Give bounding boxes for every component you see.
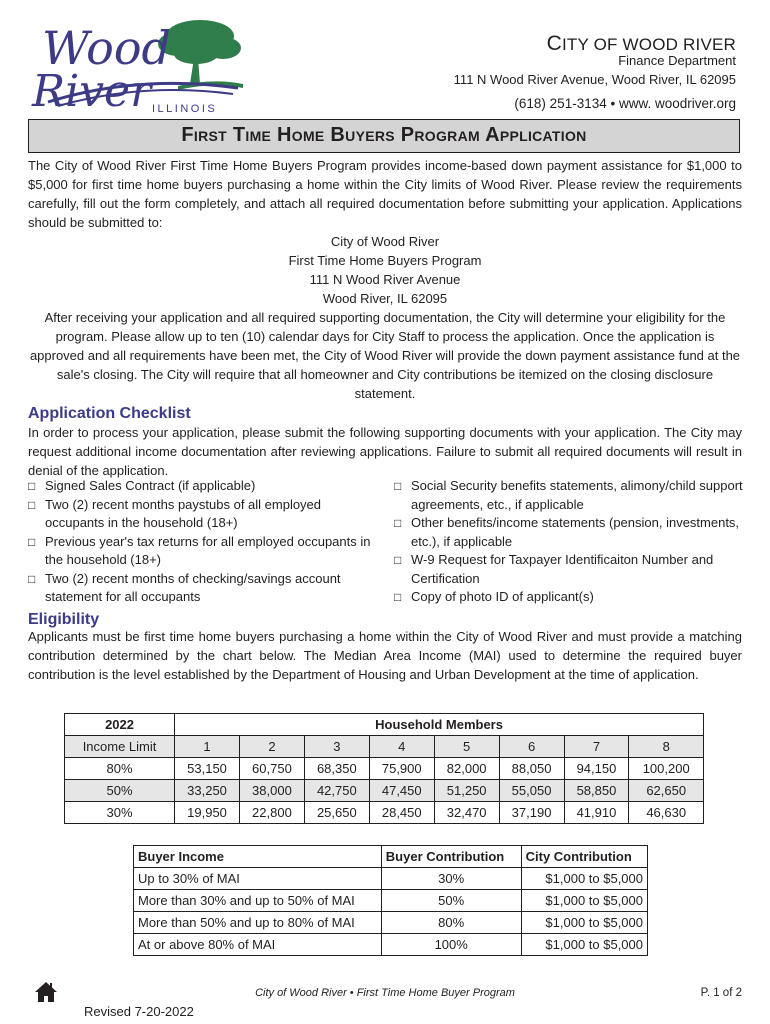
table-cell: 82,000: [434, 758, 499, 780]
checklist-item[interactable]: □ Other benefits/income statements (pension, investments, etc.), if applicable: [394, 514, 744, 551]
income-limit-table: [64, 713, 704, 824]
member-count: 6: [499, 736, 564, 758]
table-cell: 42,750: [304, 780, 369, 802]
table-cell: 41,910: [564, 802, 629, 824]
eligibility-heading: Eligibility: [28, 611, 100, 628]
mail-line: Wood River, IL 62095: [322, 291, 448, 306]
member-count: 4: [369, 736, 434, 758]
table-row: [134, 868, 648, 890]
table-row: [65, 780, 704, 802]
city-name: CITY OF WOOD RIVER: [546, 32, 736, 55]
member-count: 8: [629, 736, 704, 758]
table-cell: 22,800: [239, 802, 304, 824]
mail-line: First Time Home Buyers Program: [288, 253, 482, 268]
table-cell: 51,250: [434, 780, 499, 802]
mail-line: City of Wood River: [330, 234, 440, 249]
table-cell: 75,900: [369, 758, 434, 780]
row-label: 30%: [65, 802, 175, 824]
table-cell: 46,630: [629, 802, 704, 824]
checklist-right: [394, 477, 744, 607]
buyer-income-header: Buyer Income: [134, 846, 382, 868]
mail-line: 111 N Wood River Avenue: [309, 272, 461, 287]
checklist-item[interactable]: □ Copy of photo ID of applicant(s): [394, 588, 744, 607]
table-cell: 30%: [381, 868, 521, 890]
table-cell: 37,190: [499, 802, 564, 824]
buyer-contribution-header: Buyer Contribution: [381, 846, 521, 868]
row-label: 80%: [65, 758, 175, 780]
table-cell: 50%: [381, 890, 521, 912]
table-cell: 47,450: [369, 780, 434, 802]
revised-date: Revised 7-20-2022: [84, 1004, 194, 1019]
table-cell: $1,000 to $5,000: [521, 868, 647, 890]
table-cell: $1,000 to $5,000: [521, 934, 647, 956]
table-cell: 53,150: [175, 758, 240, 780]
year-header: 2022: [65, 714, 175, 736]
department: Finance Department: [618, 53, 736, 68]
page-number: P. 1 of 2: [700, 987, 742, 999]
table-cell: 62,650: [629, 780, 704, 802]
checklist-item[interactable]: □ Signed Sales Contract (if applicable): [28, 477, 383, 496]
member-count: 3: [304, 736, 369, 758]
checklist-item[interactable]: □ Previous year's tax returns for all employed occupants in the household (18+): [28, 533, 383, 570]
checklist-intro: In order to process your application, please submit the following supporting documents with your application. The City may request additional income documentation after reviewing applications. Failure to submit all required documents will result in denial of the application.: [28, 425, 742, 478]
table-row: [134, 912, 648, 934]
contribution-table: [133, 845, 648, 956]
member-count: 2: [239, 736, 304, 758]
table-cell: 38,000: [239, 780, 304, 802]
table-cell: 100,200: [629, 758, 704, 780]
table-cell: $1,000 to $5,000: [521, 912, 647, 934]
contact-info: (618) 251-3134 • www. woodriver.org: [514, 96, 736, 111]
table-cell: More than 50% and up to 80% of MAI: [134, 912, 382, 934]
intro-paragraph: The City of Wood River First Time Home Buyers Program provides income-based down payment assistance for $1,000 to $5,000 for first time home buyers purchasing a home within the City limits of Wood River. Please review the requirements carefully, fill out the form completely, and attach all required documentation before submitting your application. Applications should be submitted to:: [28, 158, 742, 230]
table-cell: Up to 30% of MAI: [134, 868, 382, 890]
table-cell: 58,850: [564, 780, 629, 802]
mail-to-address: [28, 232, 742, 308]
document-title: First Time Home Buyers Program Application: [181, 124, 587, 146]
eligibility-paragraph: Applicants must be first time home buyers purchasing a home within the City of Wood River and must provide a matching contribution determined by the chart below. The Median Area Income (MAI) used to determine the required buyer contribution is the level established by the Department of Housing and Urban Development at the time of application.: [28, 629, 742, 682]
income-limit-label: Income Limit: [65, 736, 175, 758]
table-cell: 19,950: [175, 802, 240, 824]
svg-text:River: River: [32, 66, 152, 114]
checklist-item[interactable]: □ W-9 Request for Taxpayer Identificaiton Number and Certification: [394, 551, 744, 588]
checklist-item[interactable]: □ Two (2) recent months of checking/savings account statement for all occupants: [28, 570, 383, 607]
row-label: 50%: [65, 780, 175, 802]
city-address: 111 N Wood River Avenue, Wood River, IL 62095: [453, 72, 736, 87]
checklist-heading: Application Checklist: [28, 405, 191, 422]
table-cell: 80%: [381, 912, 521, 934]
after-paragraph: After receiving your application and all required supporting documentation, the City will determine your eligibility for the program. Please allow up to ten (10) calendar days for City Staff to process the application. Once the application is approved and all requirements have been met, the City of Wood River will provide the down payment assistance fund at the sale's closing. The City will require that all homeowner and City contributions be itemized on the closing disclosure statement.: [29, 310, 741, 401]
wood-river-logo: [28, 14, 243, 114]
checklist-item[interactable]: □ Social Security benefits statements, alimony/child support agreements, etc., if applicable: [394, 477, 744, 514]
table-row: [134, 890, 648, 912]
city-contribution-header: City Contribution: [521, 846, 647, 868]
title-bar: [28, 119, 740, 153]
table-cell: 28,450: [369, 802, 434, 824]
table-cell: $1,000 to $5,000: [521, 890, 647, 912]
checklist-item[interactable]: □ Two (2) recent months paystubs of all employed occupants in the household (18+): [28, 496, 383, 533]
member-count: 5: [434, 736, 499, 758]
member-count: 7: [564, 736, 629, 758]
svg-text:ILLINOIS: ILLINOIS: [152, 103, 218, 114]
table-cell: 32,470: [434, 802, 499, 824]
table-row: [65, 802, 704, 824]
table-cell: 55,050: [499, 780, 564, 802]
table-cell: 25,650: [304, 802, 369, 824]
table-cell: More than 30% and up to 50% of MAI: [134, 890, 382, 912]
table-row: [134, 934, 648, 956]
table-cell: 100%: [381, 934, 521, 956]
table-cell: 94,150: [564, 758, 629, 780]
table-cell: 60,750: [239, 758, 304, 780]
table-row: [65, 758, 704, 780]
member-count: 1: [175, 736, 240, 758]
svg-text:Wood: Wood: [42, 21, 171, 75]
table-cell: At or above 80% of MAI: [134, 934, 382, 956]
household-header: Household Members: [175, 714, 704, 736]
table-cell: 88,050: [499, 758, 564, 780]
checklist-left: [28, 477, 383, 607]
table-cell: 68,350: [304, 758, 369, 780]
table-cell: 33,250: [175, 780, 240, 802]
footer-program: City of Wood River • First Time Home Buyer Program: [255, 987, 515, 999]
